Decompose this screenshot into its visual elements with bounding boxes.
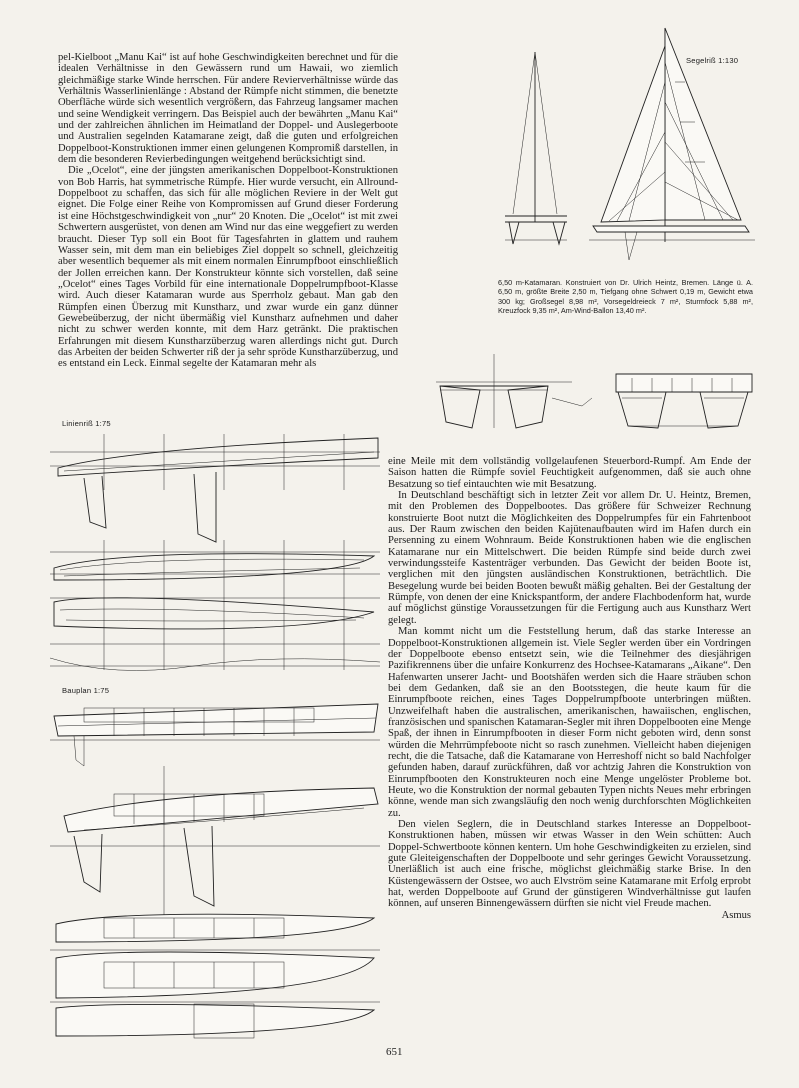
paragraph: pel-Kielboot „Manu Kai“ ist auf hohe Geschwindigkeiten berechnet und für die idealen Verhältnisse in den Gewässern rund um Hawaii, wo ziemlich gleichmäßige starke Winde herrschen. Für andere Revierverhältnisse würde das Verhältnis Wasserlinienlänge : Abstand der Rümpfe nicht stimmen, die benetzte Oberfläche würde sich wesentlich vergrößern, das Fahrzeug langsamer machen und seine Wendigkeit verringern. Das Beispiel auch der bewährten „Manu Kai“ und der zahlreichen ähnlichen im Heimatland der Doppel- und Auslegerboote und Australien segelnden Katamarane zeigt, daß die guten und erfolgreichen Doppelboot-Konstruktionen immer einen gelungenen Kompromiß darstellen, in dem die besonderen Revierbedingungen weitgehend berücksichtigt sind. bbox=[58, 52, 398, 166]
lines-plan-drawing bbox=[44, 430, 384, 680]
bauplan-label: Bauplan 1:75 bbox=[62, 686, 110, 695]
article-column-left-top bbox=[58, 52, 398, 370]
figure-caption: 6,50 m-Katamaran. Konstruiert von Dr. Ulrich Heintz, Bremen. Länge ü. A. 6,50 m, größte Breite 2,50 m, Tiefgang ohne Schwert 0,19 m, Gewicht etwa 300 kg; Großsegel 8,98 m², Vorsegeldreieck 7 m², Sturmfock 5,88 m², Kreuzfock 9,35 m², Am-Wind-Ballon 13,40 m². bbox=[498, 278, 753, 316]
article-column-right-bottom bbox=[388, 456, 751, 921]
page-number: 651 bbox=[386, 1046, 403, 1058]
paragraph: Den vielen Seglern, die in Deutschland starkes Interesse an Doppelboot-Konstruktionen haben, müssen wir etwas Wasser in den Wein schütten: Auch Doppel-Schwertboote können kentern. Um hohe Geschwindigkeiten zu erzielen, sind gute Gleiteigenschaften der Doppelboote und sehr geringes Gewicht Voraussetzung. Unerläßlich ist auch eine frische, möglichst gleichmäßig starke Brise. In den Küstengewässern der Ostsee, wo auch Elvström seine Katamarane mit Erfolg erprobt hat, werden Doppelboote auf Grund der günstigeren Windverhältnisse gut laufen können, auf unseren Binnengewässern dürften sie nicht viel Freude machen. bbox=[388, 819, 751, 910]
sail-plan-drawing bbox=[505, 22, 760, 274]
paragraph: In Deutschland beschäftigt sich in letzter Zeit vor allem Dr. U. Heintz, Bremen, mit den Problemen des Doppelbootes. Das größere für Schweizer Rechnung konstruierte Boot nutzt die Möglichkeiten des Doppelrumpfes für ein Fahrtenboot aus. Der Raum zwischen den beiden Kajütenaufbauten wird im Hafen durch ein Persenning zu einem Wohnraum. Beide Konstruktionen haben wie die englischen Katamarane nur ein Mittelschwert. Die beiden Rümpfe sind beide durch zwei verwindungssteife Kastenträger verbunden. Das Gewicht der beiden Boote ist, verglichen mit den jüngsten ausländischen Konstruktionen, beträchtlich. Die Besegelung wurde bei beiden Booten bewußt mäßig gehalten. Bei der Gestaltung der Rümpfe, von denen der eine Knickspantform, der andere Flachbodenform hat, wurde auf möglichst günstige Voraussetzungen für die Fertigung auch aus Kunstharz Wert gelegt. bbox=[388, 490, 751, 626]
linienriss-label: Linienriß 1:75 bbox=[62, 419, 111, 428]
paragraph: eine Meile mit dem vollständig vollgelaufenen Steuerbord-Rumpf. Am Ende der Saison hatten die Rümpfe soviel Feuchtigkeit aufgenommen, daß sie auch ohne Besatzung so tief eintauchten wie mit Besatzung. bbox=[388, 456, 751, 490]
cross-section-drawings bbox=[432, 348, 758, 434]
construction-plan-drawing bbox=[44, 696, 384, 1042]
paragraph: Man kommt nicht um die Feststellung herum, daß das starke Interesse an Doppelboot-Konstruktionen allgemein ist. Viele Segler werden über ein Vordringen der Doppelboote ebenso entsetzt sein, wie die Teilnehmer des diesjährigen Pazifikrennens über die unfaire Konkurrenz des Hochsee-Katamarans „Aikane“. Den Hafenwarten unserer Jacht- und Bootshäfen werden sich die Haare sträuben schon bei dem Gedanken, daß sie an den Bootsstegen, die heute kaum für die Einrumpfboote reichen, eines Tages Doppelrumpfboote unterbringen müßten. Unzweifelhaft haben die australischen, amerikanischen, hawaiischen, englischen, französischen und spanischen Katamaran-Segler mit ihren Doppelbooten eine Menge Spaß, der ihnen in Einrumpfbooten in dieser Form nicht geboten wird, denn sonst würden die Mehrrümpfeboote nicht so rasch zunehmen. Vielleicht haben diejenigen recht, die die Tatsache, daß die Katamarane von Herreshoff nicht so bald Nachfolger gefunden haben, darauf zurückführen, daß vor achtzig Jahren die Konstruktion von Einrumpfbooten den Konstrukteuren noch eine Menge ungelöster Probleme bot. Heute, wo die Konstruktion der normal gebauten Typen nichts Neues mehr erbringen könne, wende man sich zwangsläufig den noch wenig durchforschten Möglichkeiten zu. bbox=[388, 626, 751, 819]
author-signature: Asmus bbox=[721, 909, 751, 921]
paragraph: Die „Ocelot“, eine der jüngsten amerikanischen Doppelboot-Konstruktionen von Bob Harris, hat symmetrische Rümpfe. Hier wurde versucht, ein Allround-Doppelboot zu schaffen, das sich für alle möglichen Reviere in der Welt gut eignet. Die Folge einer Reihe von Kompromissen auf Grund dieser Forderung ist eine Höchstgeschwindigkeit von „nur“ 20 Knoten. Die „Ocelot“ ist mit zwei Schwertern ausgerüstet, von denen am Wind nur das eine weggefiert zu werden braucht. Dieser Typ soll ein Boot für Tagesfahrten in glattem und rauhem Wasser sein, mit dem man ein beliebiges Ziel doppelt so schnell, gleichzeitig aber wesentlich bequemer als mit einem normalen Einrumpfboot einschließlich der Jollen erreichen kann. Der Konstrukteur könnte sich vorstellen, daß seine „Ocelot“ eines Tages Vorbild für eine internationale Doppelrumpfboot-Klasse wird. Auch dieser Katamaran wurde aus Sperrholz gebaut. Man gab den Rümpfen einen Überzug mit Kunstharz, und zwar wurde ein ganz dünner Gewebeüberzug, der nicht übermäßig viel Kunstharz aufnehmen und daher nicht zu schwer werden konnte, mit dem Harz getränkt. Die praktischen Erfahrungen mit diesem Kunstharzüberzug waren allerdings nicht gut. Durch das Arbeiten der beiden Schwerter riß der ja sehr spröde Kunstharzüberzug, und es entstand ein Leck. Einmal segelte der Katamaran mehr als bbox=[58, 165, 398, 370]
segelriss-label: Segelriß 1:130 bbox=[686, 56, 739, 65]
